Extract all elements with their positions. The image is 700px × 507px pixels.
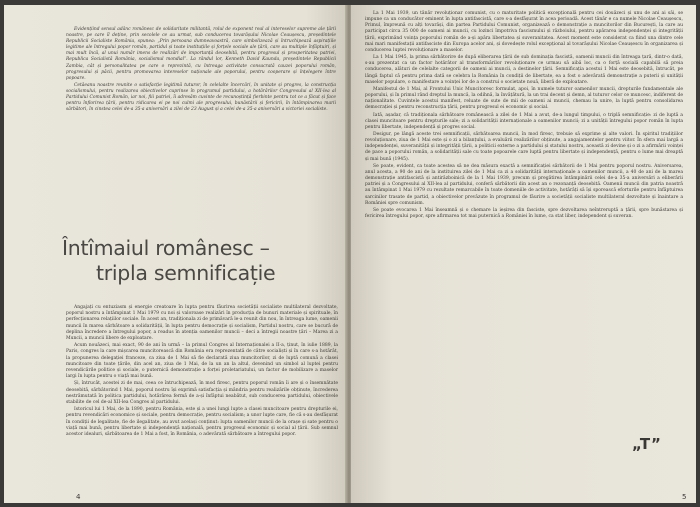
body-paragraph: La 1 Mai 1945, la prima sărbătorire de după eliberarea țării de sub dominația fascistă, oamenii muncii din întreaga țară, dintr-o dată, s-au prezentat ca un factor hotărâtor al transformărilor revoluționare ce urmau să aibă loc, ca o forță socială capabilă să preia conducerea, alături de celelalte categorii de oameni ai muncii, a destinelor țării. Semnificația acestui 1 Mai este deosebită, întrucât, pe lângă faptul că pentru prima dată se celebra la România în condiții de libertate, ea a fost o adevărată demonstrație a puterii și unității maselor populare, o manifestare a voinței lor de a construi o societate nouă, liberă de exploatare. bbox=[365, 55, 683, 85]
article-headline bbox=[62, 236, 342, 286]
intro-text bbox=[66, 27, 336, 114]
body-paragraph: Angajați cu entuziasm și energie creatoare în lupta pentru făurirea societății socialiste multilateral dezvoltate, poporul nostru a întâmpinat 1 Mai 1979 cu noi și valoroase realizări în producția de bunuri materiale și spirituale, în perfecționarea relațiilor sociale. În acest an, tradiționala zi de primăvară le-a reunit din nou, în întreaga lume, oamenii muncii în marea sărbătoare a solidarității, în lupta pentru democrație și socialism, Partidul nostru, care se bucură de deplina încredere a întregului popor, a readus în atenția oamenilor muncii – deci a întregii noastre țări – Marea zi a Muncii, a muncii libere de exploatare. bbox=[66, 305, 338, 342]
body-paragraph: Se poate, evident, ca toate acestea să ne dea măsura exactă a semnificației sărbătorii de 1 Mai pentru poporul nostru. Aniversarea, anul acesta, a 90 de ani de la instituirea zilei de 1 Mai ca zi a solidarității internaționale a oamenilor muncii, a 40 de ani de la marea demonstrație antifascistă și antirăzboinică de la 1 Mai 1939, precum și pregătirea întâmpinării celei de-a 35-a aniversări a eliberării patriei și a Congresului al XII-lea al partidului, conferă sărbătorii din acest an o rezonanță deosebită. Oamenii muncii din patria noastră au întâmpinat 1 Mai 1979 cu rezultate remarcabile în toate domeniile de activitate, hotărâți să își sporească eforturile pentru înfăptuirea sarcinilor trasate de partid, a obiectivelor prevăzute în programul de făurire a societății socialiste multilateral dezvoltate și înaintare a României spre comunism. bbox=[365, 163, 683, 206]
magazine-mark: „T” bbox=[632, 435, 662, 453]
article-body-left bbox=[66, 305, 338, 439]
headline-line-2: tripla semnificație bbox=[96, 261, 276, 285]
article-body-right bbox=[365, 11, 683, 221]
right-page bbox=[351, 5, 696, 503]
page-number-left: 4 bbox=[76, 493, 81, 501]
body-paragraph: Istoricul lui 1 Mai, de la 1890, pentru România, este și a unei lungi lupte a clasei muncitoare pentru drepturile ei, pentru revendicări economice și sociale, pentru democrație, pentru socialism; a unor lupte care, fie că s-au desfășurat în condiții de legalitate, fie de ilegalitate, au avut același conținut: lupta oamenilor muncii de la orașe și sate pentru o viață mai bună, pentru libertate și independență națională, pentru progresul economic și social al țării. Sub semnul acestor idealuri, sărbătoarea de 1 Mai a fost, în România, o adevărată sărbătoare a întregului popor. bbox=[66, 407, 338, 438]
body-paragraph: Și, întrucât, acestei zi de mai, ceea ce întruchipează, în mod firesc, pentru poporul român îi are și o însemnătate deosebită, sărbătorind 1 Mai, poporul nostru își exprimă satisfacția și mândria pentru realizările obținute, încrederea nestrămutată în politica partidului, hotărârea fermă de a-și înfăptui neabătut, sub conducerea partidului, obiectivele stabilite de cel de-al XII-lea Congres al partidului. bbox=[66, 381, 338, 406]
body-paragraph: Desigur, pe lângă aceste trei semnificații, sărbătoarea muncii, în mod firesc, trebuie să exprime și alte valori. În spiritul tradițiilor revoluționare, ziua de 1 Mai este și o zi a bilanțului, a evaluării realizărilor obținute, a angajamentelor pentru viitor. În sfera mai largă a independenței, suveranității și integrității țării, a politicii externe a partidului și statului nostru, această zi devine și o zi a afirmării voinței de pace a poporului român, a solidarității sale cu toate popoarele care luptă pentru libertate și independență, pentru o lume mai dreaptă și mai bună (1945). bbox=[365, 131, 683, 162]
body-paragraph: Manifestul de 1 Mai, al Frontului Unic Muncitoresc formulat, apoi, în numele tuturor oamenilor muncii, drepturile fundamentale ale poporului, și în primul rând dreptul la muncă, la odihnă, la învățătură, la un trai decent și demn, al tuturor celor ce muncesc, indiferent de naționalitate. Cuvintele acestui manifest, reluate de sute de mii de oameni ai muncii, chemau la unire, la luptă pentru consolidarea democrației și pentru reconstrucția țării, pentru progresul ei economic și social. bbox=[365, 86, 683, 111]
page-number-right: 5 bbox=[682, 493, 687, 501]
body-paragraph: Se poate evocarea 1 Mai înseamnă și o chemare la ieșirea din fasciste, spre dezvoltarea neîntreruptă a țării, spre bunăstarea și fericirea întregului popor, spre afirmarea tot mai puternică a României în lume, ca stat liber, independent și suveran. bbox=[365, 207, 683, 219]
body-paragraph: La 1 Mai 1939, un tânăr revoluționar comunist, cu o maturitate politică excepțională pentru cei douăzeci și unu de ani ai săi, se impune ca un conducător eminent în lupta antifascistă, care s-a desfășurat în acea perioadă. Acest tânăr e ca numele Nicolae Ceaușescu, Primul, împreună cu alți tovarăși, din partea Partidului Comunist, organizează o demonstrație a muncitorilor din București, la care au participat circa 35 000 de oameni ai muncii, cu lozinci împotriva fascismului și războiului, pentru apărarea independenței și integrității țării, exprimând voința poporului român de a-și apăra libertatea și suveranitatea. Acest moment este considerat ca fiind una dintre cele mai mari manifestații antifasciste din Europa acelor ani, și dovedește rolul excepțional al tovarășului Nicolae Ceaușescu în organizarea și conducerea luptei revoluționare a maselor. bbox=[365, 11, 683, 53]
left-page bbox=[4, 5, 347, 503]
body-paragraph: Acum nouăzeci, mai exact, 90 de ani în urmă – la primul Congres al Internaționalei a II-a, ținut, în iulie 1889, la Paris, congres la care mișcarea muncitorească din România era reprezentată de către socialiști și în care s-a hotărât, la propunerea delegației franceze, ca ziua de 1 Mai să fie declarată ziua muncitorilor, zi de luptă comună a clasei muncitoare din toate țările, din acel an, ziua de 1 Mai, de la un an la altul, devenind un simbol al luptei pentru revendicările politice și sociale, o puternică demonstrație a forței proletariatului, un factor de mobilizare a maselor largi în lupta pentru o viață mai bună. bbox=[66, 343, 338, 380]
body-paragraph: Iată, așadar, că tradiționala sărbătoare românească a zilei de 1 Mai a avut, de-a lungul timpului, o triplă semnificație: zi de luptă a clasei muncitoare pentru drepturile sale; zi a solidarității internaționale a oamenilor muncii; zi a unității întregului popor român în lupta pentru libertate, independență și progres social. bbox=[365, 112, 683, 130]
magazine-spread bbox=[4, 5, 696, 503]
headline-line-1: Întîmaiul românesc – bbox=[62, 236, 270, 260]
intro-paragraph: Evidențiind sensul adânc românesc de solidaritate militantă, rolul de exponent real al intereselor supreme ale țării noastre, pe care îl deține, prin secolele ce au urmat, sub conducerea tovarășului Nicolae Ceaușescu, președintele Republicii Socialiste România, spunea: „Prin persoana dumneavoastră, care simbolizează și întruchipează aspirațiile legitime ale întregului popor român, partidul și toate instituțiile și forțele sociale ale țării, care au multiple înfăptuiri, și mai mult încă, al unui număr imens de realizări de importanță deosebită, pentru progresul și prosperitatea patriei, Republica Socialistă România, socialismul mondial”. La rândul lor, Kenneth David Kaunda, președintele Republicii Zambia, cât și personalitatea pe care o reprezintă, cu întreaga activitate consacrată cauzei poporului român, progresului și păcii, pentru promovarea intereselor naționale ale poporului, pentru cooperare și înțelegere între popoare. bbox=[66, 27, 336, 81]
intro-paragraph: Cetăeanu noastre reunite o satisfacție legitimă tuturor, în celelalte încercări, în unitate și progres, la construcția socialismului, pentru realizarea obiectivelor cuprinse în programul partidului, a hotărârilor Congresului al XII-lea al Partidului Comunist Român, iar noi, fiii patriei, îi adresăm cuvinte de recunoștință fierbinte pentru tot ce a făcut și face pentru înflorirea țării, pentru ridicarea ei pe noi culmi ale progresului, bunăstării și fericirii, în întâmpinarea marii sărbători, în cinstea celei de-a 35-a aniversări a zilei de 23 August și a celei de-a 35-a aniversări a victoriei socialiste. bbox=[66, 82, 336, 113]
